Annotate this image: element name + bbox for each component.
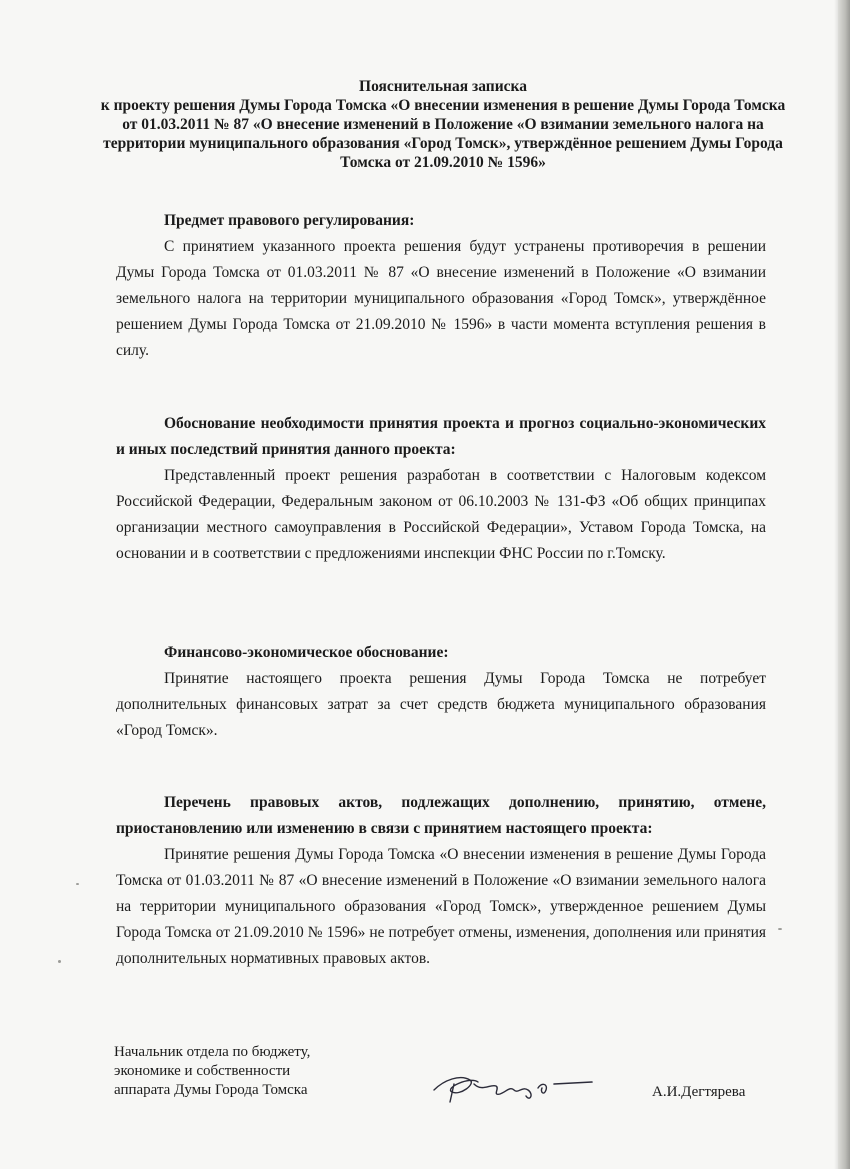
section-justification [116, 411, 766, 567]
signatory-name: А.И.Дегтярева [652, 1084, 746, 1100]
handwritten-signature [430, 1062, 600, 1112]
section-heading-justification: Обоснование необходимости принятия проекта и прогноз социально-экономических и иных последствий принятия данного проекта: [116, 415, 766, 458]
section-heading-legal-acts: Перечень правовых актов, подлежащих дополнению, принятию, отмене, приостановлению или изменению в связи с принятием настоящего проекта: [116, 794, 766, 837]
document-header [100, 77, 786, 172]
scan-speck [778, 928, 782, 930]
section-text-financial: Принятие настоящего проекта решения Думы Города Томска не потребует дополнительных финансовых затрат за счет средств бюджета муниципального образования «Город Томск». [116, 670, 766, 739]
scan-speck [58, 960, 61, 963]
section-text-justification: Представленный проект решения разработан в соответствии с Налоговым кодексом Российской Федерации, Федеральным законом от 06.10.2003 № 131-ФЗ «Об общих принципах организации местного самоуправления в Российской Федерации», Уставом Города Томска, на основании и в соответствии с предложениями инспекции ФНС России по г.Томску. [116, 467, 766, 562]
scan-speck [76, 883, 79, 885]
section-financial [116, 640, 766, 744]
section-legal-acts [116, 790, 766, 972]
section-text-subject: С принятием указанного проекта решения будут устранены противоречия в решении Думы Города Томска от 01.03.2011 № 87 «О внесение изменений в Положение «О взимании земельного налога на территории муниципального образования «Город Томск», утверждённое решением Думы Города Томска от 21.09.2010 № 1596» в части момента вступления решения в силу. [116, 238, 766, 359]
signatory-position-line-1: Начальник отдела по бюджету, [114, 1044, 311, 1060]
signatory-position-line-3: аппарата Думы Города Томска [114, 1082, 308, 1098]
signatory-position-line-2: экономике и собственности [114, 1063, 291, 1079]
document-title: Пояснительная записка [359, 78, 527, 95]
section-subject [116, 208, 766, 364]
section-text-legal-acts: Принятие решения Думы Города Томска «О внесении изменения в решение Думы Города Томска от 01.03.2011 № 87 «О внесение изменений в Положение «О взимании земельного налога на территории муниципального образования «Город Томск», утвержденное решением Думы Города Томска от 21.09.2010 № 1596» не потребует отмены, изменения, дополнения или принятия дополнительных нормативных правовых актов. [116, 846, 766, 967]
signatory-position [114, 1043, 310, 1100]
document-subtitle: к проекту решения Думы Города Томска «О внесении изменения в решение Думы Города Томска от 01.03.2011 № 87 «О внесение изменений в Положение «О взимании земельного налога на территории муниципального образования «Город Томск», утверждённое решением Думы Города Томска от 21.09.2010 № 1596» [100, 97, 786, 171]
section-heading-financial: Финансово-экономическое обоснование: [164, 644, 449, 661]
section-heading-subject: Предмет правового регулирования: [164, 212, 415, 229]
